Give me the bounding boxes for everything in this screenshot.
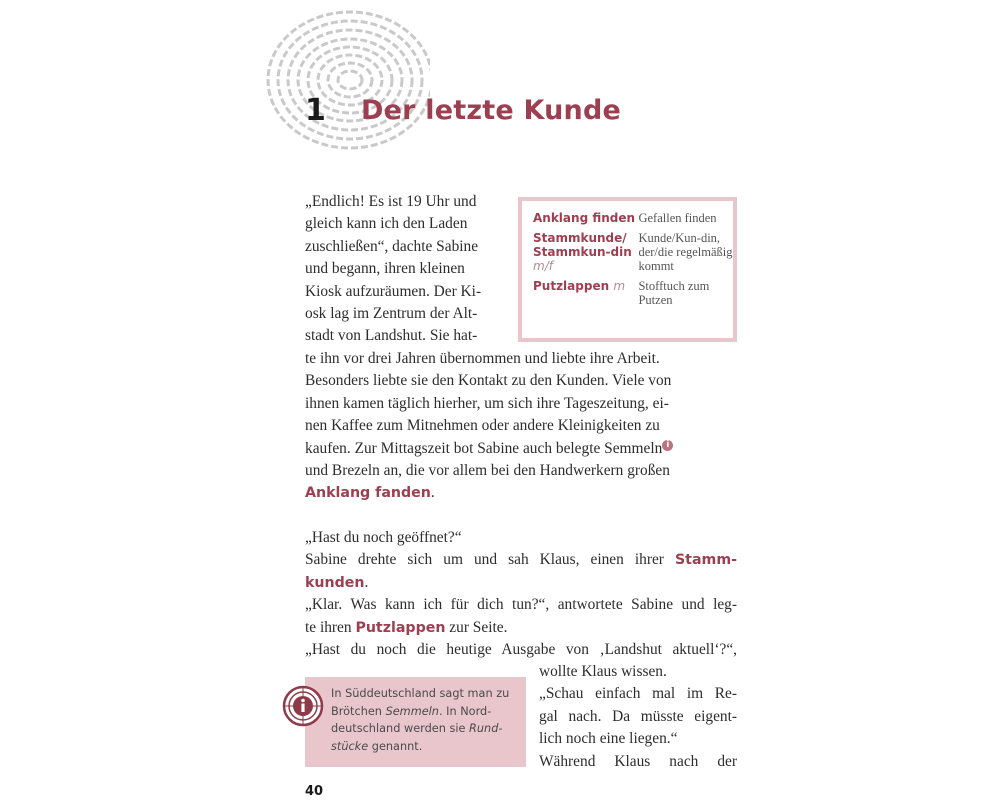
- fingerprint-icon: [255, 0, 430, 162]
- dialogue-block: [305, 527, 737, 661]
- glossary-box: [518, 197, 737, 342]
- term-stammkunden-end: kunden: [305, 574, 365, 591]
- footnote-info-icon: i: [662, 440, 673, 451]
- info-icon: [282, 685, 324, 727]
- info-text-line: In Süddeutschland sagt man zu: [331, 687, 510, 700]
- text-line: osk lag im Zentrum der Alt-: [305, 305, 478, 323]
- text-line: wollte Klaus wissen.: [539, 663, 667, 680]
- text-line: und begann, ihren kleinen: [305, 260, 465, 278]
- glossary-row: [533, 279, 733, 307]
- glossary-definition: Stofftuch zum Putzen: [638, 279, 710, 307]
- info-text-line: deutschland werden sie Rund-: [331, 722, 503, 735]
- text-line: gal nach. Da müsste eigent-: [539, 707, 737, 725]
- info-box: [305, 677, 526, 767]
- text-line: te ihn vor drei Jahren übernommen und liebte ihre Arbeit.: [305, 350, 660, 367]
- glossary-gender: m/f: [533, 259, 553, 273]
- term-putzlappen: Putzlappen: [355, 619, 446, 636]
- text-line: Kiosk aufzuräumen. Der Ki-: [305, 282, 482, 300]
- text-line: nen Kaffee zum Mitnehmen oder andere Kleinigkeiten zu: [305, 417, 660, 435]
- chapter-heading: [305, 88, 621, 132]
- page-number: 40: [305, 784, 324, 799]
- text-line: Besonders liebte sie den Kontakt zu den Kunden. Viele von: [305, 372, 672, 390]
- text-line: zuschließen“, dachte Sabine: [305, 237, 479, 255]
- text-line: kunden.: [305, 573, 369, 591]
- glossary-gender: m: [613, 279, 626, 293]
- text-line: „Schau einfach mal im Re-: [539, 685, 737, 703]
- text-line: und Brezeln an, die vor allem bei den Handwerkern großen: [305, 462, 670, 480]
- text-line: lich noch eine liegen.“: [539, 730, 678, 748]
- info-text-line: stücke genannt.: [331, 739, 423, 753]
- text-line: ihnen kamen täglich hierher, um sich ihre Tageszeitung, ei-: [305, 394, 669, 412]
- chapter-number: 1: [305, 92, 326, 128]
- glossary-row: [533, 211, 733, 225]
- glossary-term: Anklang finden: [533, 211, 636, 225]
- text-line: gleich kann ich den Laden: [305, 215, 468, 233]
- right-column-text: [539, 661, 737, 773]
- paragraph-full: [305, 348, 737, 505]
- glossary-definition: Gefallen finden: [638, 211, 717, 225]
- text-line: Anklang fanden.: [305, 484, 435, 502]
- glossary-definition: Kunde/Kun-din, der/die regelmäßig kommt: [638, 231, 733, 273]
- text-line: „Hast du noch geöffnet?“: [305, 529, 462, 546]
- text-line: „Klar. Was kann ich für dich tun?“, antwortete Sabine und leg-: [305, 596, 737, 614]
- text-line: stadt von Landshut. Sie hat-: [305, 327, 478, 345]
- text-line: Sabine drehte sich um und sah Klaus, einen ihrer Stamm-: [305, 551, 737, 569]
- text-line: te ihren Putzlappen zur Seite.: [305, 618, 508, 636]
- text-line: Während Klaus nach der: [539, 752, 737, 770]
- term-stammkunden: Stamm-: [674, 552, 737, 569]
- chapter-title: Der letzte Kunde: [361, 94, 621, 126]
- glossary-term: Stammkunde/ Stammkun-din m/f: [533, 231, 632, 273]
- term-anklang: Anklang fanden: [305, 485, 431, 502]
- text-line: kaufen. Zur Mittagszeit bot Sabine auch belegte Semmeln i: [305, 438, 737, 460]
- glossary-term: Putzlappen m: [533, 279, 626, 293]
- text-line: „Hast du noch die heutige Ausgabe von ‚Landshut aktuell‘?“,: [305, 641, 737, 659]
- glossary-row: [533, 231, 733, 273]
- text-line: „Endlich! Es ist 19 Uhr und: [305, 193, 477, 210]
- paragraph-narrow: [305, 191, 505, 348]
- info-text-line: Brötchen Semmeln. In Nord-: [331, 704, 492, 718]
